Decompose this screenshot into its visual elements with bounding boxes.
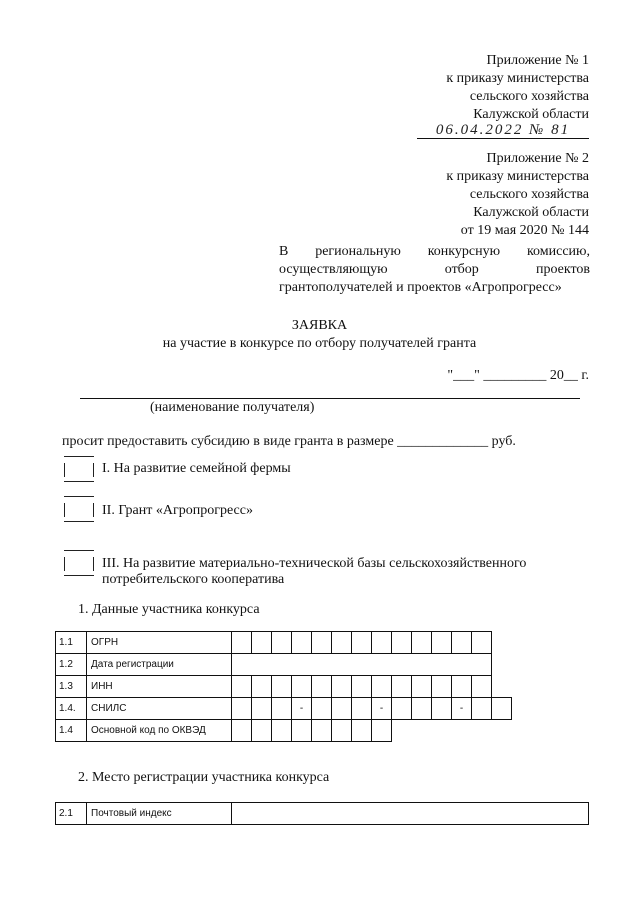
ogrn-digit-cell[interactable] [472,632,492,654]
snils-digit-cell[interactable] [432,698,452,720]
inn-digit-cell[interactable] [352,676,372,698]
okved-digit-cell[interactable] [272,720,292,742]
option-1-checkbox[interactable] [64,456,94,482]
handwritten-date-number: 06.04.2022 № 81 [417,122,589,139]
inn-digit-cell[interactable] [312,676,332,698]
appendix-1-title: Приложение № 1 [486,53,589,68]
ogrn-digit-cell[interactable] [352,632,372,654]
table-row-registration-date [56,654,512,676]
row-number: 1.4 [56,720,87,742]
snils-digit-cell[interactable] [412,698,432,720]
ogrn-digit-cell[interactable] [432,632,452,654]
addressee-line-1: В региональную конкурсную комиссию, [279,244,590,259]
inn-digit-cell[interactable] [272,676,292,698]
ogrn-digit-cell[interactable] [292,632,312,654]
option-3-label-line-2: потребительского кооператива [102,572,285,587]
inn-digit-cell[interactable] [412,676,432,698]
addressee-line-2: осуществляющую отбор проектов [279,262,590,277]
snils-digit-cell[interactable] [272,698,292,720]
ogrn-digit-cell[interactable] [392,632,412,654]
table-spacer [392,720,512,742]
row-number: 1.1 [56,632,87,654]
row-number: 1.4. [56,698,87,720]
snils-digit-cell[interactable] [252,698,272,720]
document-title: ЗАЯВКА [291,318,348,333]
okved-digit-cell[interactable] [332,720,352,742]
okved-digit-cell[interactable] [372,720,392,742]
snils-separator: - [292,698,312,720]
ogrn-digit-cell[interactable] [312,632,332,654]
option-2-checkbox[interactable] [64,496,94,522]
inn-digit-cell[interactable] [372,676,392,698]
addressee-line-3: грантополучателей и проектов «Агропрогресс» [279,280,562,295]
row-label: ИНН [87,676,232,698]
option-2-label: II. Грант «Агропрогресс» [102,503,253,518]
row-label: Почтовый индекс [87,803,232,825]
option-3-checkbox[interactable] [64,550,94,576]
row-label: СНИЛС [87,698,232,720]
row-number: 1.2 [56,654,87,676]
ogrn-digit-cell[interactable] [232,632,252,654]
ogrn-digit-cell[interactable] [332,632,352,654]
ogrn-digit-cell[interactable] [412,632,432,654]
table-spacer [492,654,512,676]
row-number: 1.3 [56,676,87,698]
participant-data-table [55,631,512,742]
inn-digit-cell[interactable] [252,676,272,698]
row-label: ОГРН [87,632,232,654]
ogrn-digit-cell[interactable] [452,632,472,654]
recipient-caption: (наименование получателя) [150,400,315,415]
snils-separator: - [452,698,472,720]
registration-place-table [55,802,589,825]
appendix-1-order: к приказу министерства [446,71,589,86]
okved-digit-cell[interactable] [252,720,272,742]
document-subtitle: на участие в конкурсе по отбору получателей гранта [162,336,477,351]
okved-digit-cell[interactable] [312,720,332,742]
inn-digit-cell[interactable] [472,676,492,698]
appendix-1-region: Калужской области [473,107,589,122]
table-spacer [492,676,512,698]
table-row-ogrn [56,632,512,654]
table-row-okved [56,720,512,742]
row-number: 2.1 [56,803,87,825]
snils-digit-cell[interactable] [392,698,412,720]
appendix-2-date: от 19 мая 2020 № 144 [460,223,589,238]
appendix-1-header [446,52,589,124]
snils-separator: - [372,698,392,720]
snils-digit-cell[interactable] [232,698,252,720]
ogrn-digit-cell[interactable] [372,632,392,654]
appendix-2-order: к приказу министерства [446,169,589,184]
table-row-snils [56,698,512,720]
ogrn-digit-cell[interactable] [252,632,272,654]
inn-digit-cell[interactable] [292,676,312,698]
okved-digit-cell[interactable] [292,720,312,742]
inn-digit-cell[interactable] [392,676,412,698]
appendix-2-title: Приложение № 2 [486,151,589,166]
table-row-inn [56,676,512,698]
appendix-2-header [446,150,589,240]
inn-digit-cell[interactable] [452,676,472,698]
section-2-title: 2. Место регистрации участника конкурса [78,770,330,785]
okved-digit-cell[interactable] [352,720,372,742]
snils-digit-cell[interactable] [312,698,332,720]
recipient-name-line [80,398,580,399]
postal-code-field[interactable] [232,803,589,825]
inn-digit-cell[interactable] [232,676,252,698]
option-1-label: I. На развитие семейной фермы [102,461,291,476]
snils-digit-cell[interactable] [472,698,492,720]
appendix-1-ministry: сельского хозяйства [469,89,589,104]
date-line: "___" _________ 20__ г. [447,368,589,383]
registration-date-field[interactable] [232,654,492,676]
ogrn-digit-cell[interactable] [272,632,292,654]
appendix-2-region: Калужской области [473,205,589,220]
snils-digit-cell[interactable] [352,698,372,720]
section-1-title: 1. Данные участника конкурса [78,602,260,617]
table-spacer [492,632,512,654]
appendix-2-ministry: сельского хозяйства [469,187,589,202]
okved-digit-cell[interactable] [232,720,252,742]
option-3-label-line-1: III. На развитие материально-технической базы сельскохозяйственного [102,556,527,571]
inn-digit-cell[interactable] [432,676,452,698]
row-label: Дата регистрации [87,654,232,676]
snils-digit-cell[interactable] [492,698,512,720]
request-text: просит предоставить субсидию в виде гранта в размере _____________ руб. [62,434,516,449]
snils-digit-cell[interactable] [332,698,352,720]
row-label: Основной код по ОКВЭД [87,720,232,742]
table-row-postal-code [56,803,589,825]
inn-digit-cell[interactable] [332,676,352,698]
